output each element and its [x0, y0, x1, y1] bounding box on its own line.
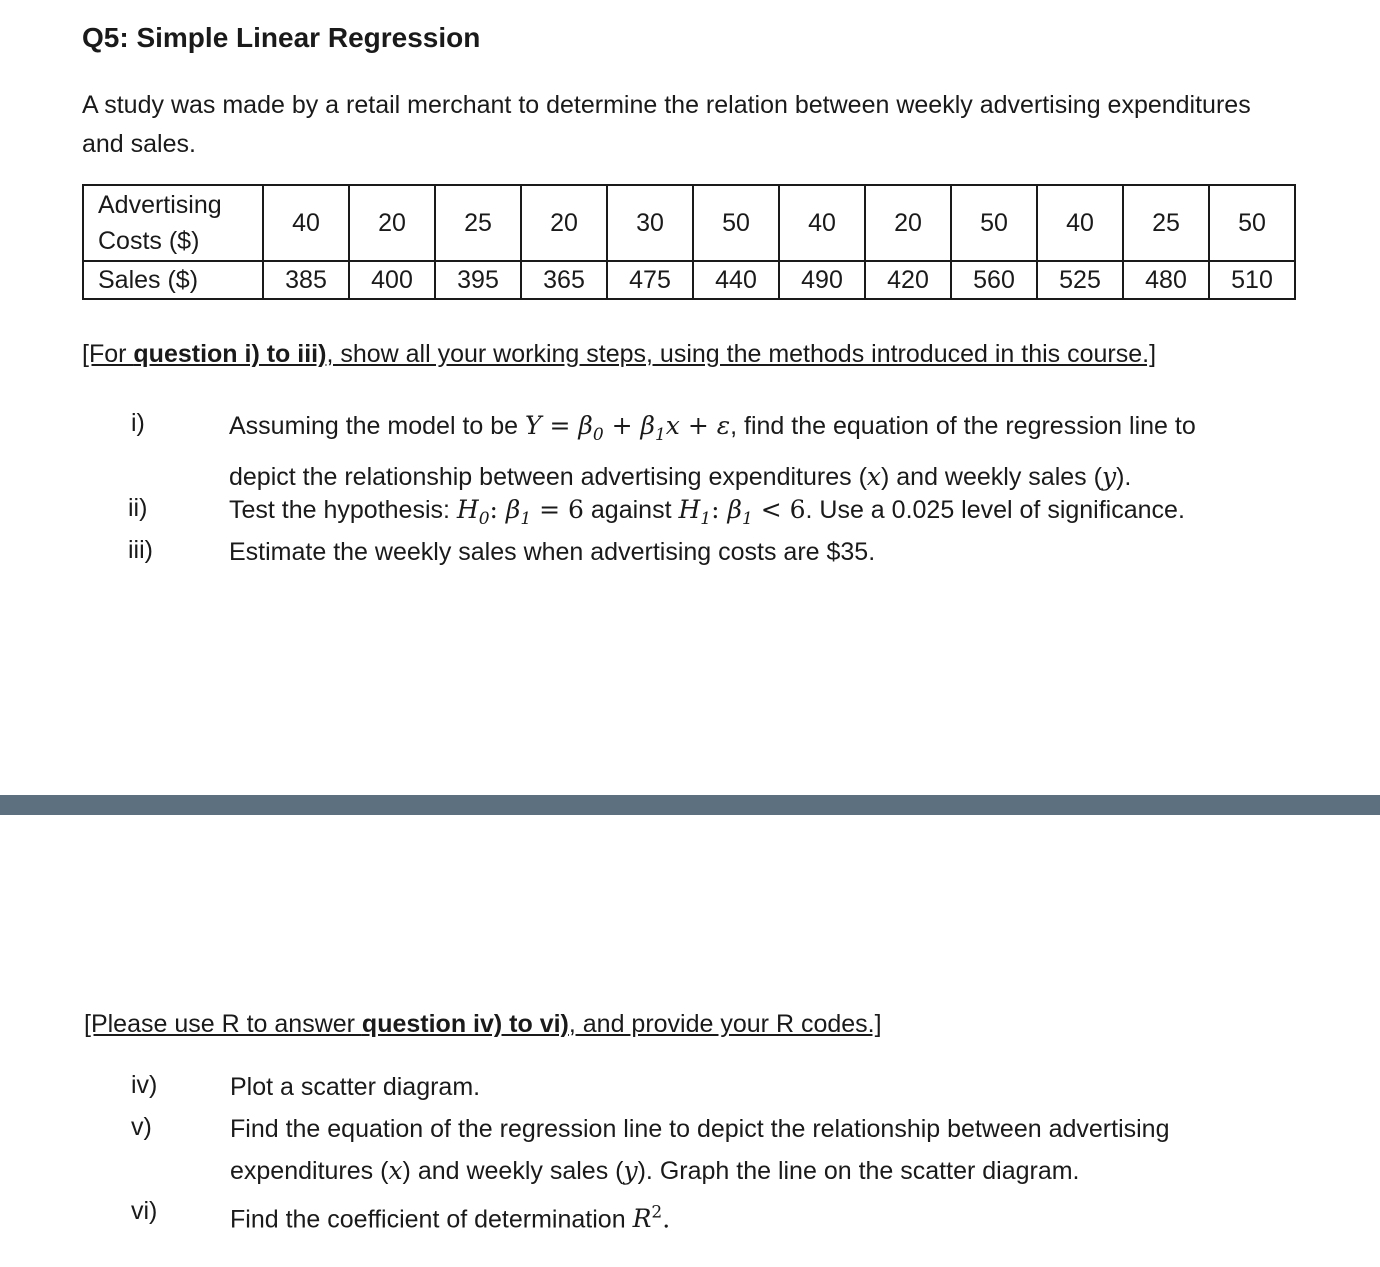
advertising-cell: 20 — [521, 185, 607, 261]
instruction-note-r — [84, 1010, 882, 1039]
advertising-label-line1: Advertising — [98, 191, 222, 219]
sales-cell: 475 — [607, 261, 693, 299]
question-v-text-c: ) and weekly sales ( — [402, 1157, 624, 1185]
advertising-cell: 50 — [951, 185, 1037, 261]
question-i-text-b: , find the equation of the regression line to — [730, 412, 1196, 440]
question-ii-text-c: . Use a 0.025 level of significance. — [805, 496, 1185, 524]
question-i-text-d: ) and weekly sales ( — [881, 463, 1102, 491]
var-x: x — [388, 1156, 403, 1185]
sales-cell: 525 — [1037, 261, 1123, 299]
sales-row — [83, 261, 1295, 299]
advertising-row-label — [83, 185, 263, 261]
sales-cell: 420 — [865, 261, 951, 299]
question-vi-text-a: Find the coefficient of determination — [230, 1205, 633, 1234]
section-divider — [0, 795, 1380, 815]
advertising-cell: 40 — [263, 185, 349, 261]
advertising-cell: 25 — [1123, 185, 1209, 261]
sales-cell: 480 — [1123, 261, 1209, 299]
question-vi-text: Find the coefficient of determination $R^2$. — [230, 1203, 671, 1234]
advertising-cell: 40 — [1037, 185, 1123, 261]
sales-cell: 385 — [263, 261, 349, 299]
sales-cell: 490 — [779, 261, 865, 299]
intro-paragraph: A study was made by a retail merchant to determine the relation between weekly advertising expenditures and sales. — [82, 91, 1251, 158]
sales-cell: 365 — [521, 261, 607, 299]
note2-post: , and provide your R codes.] — [568, 1010, 882, 1038]
sales-row-label: Sales ($) — [83, 261, 263, 299]
question-ii-text-b: against — [583, 496, 679, 524]
question-v-text-a: Find the equation of the regression line to depict the relationship between advertising — [230, 1115, 1170, 1143]
r-squared: $R^2$ — [632, 1203, 663, 1234]
question-v-text-b: expenditures ( — [230, 1157, 389, 1185]
question-v-label: v) — [131, 1113, 152, 1141]
question-i-text — [229, 405, 1329, 498]
model-equation: $Y = \beta_0 + \beta_1x + \varepsilon$ — [525, 411, 731, 445]
advertising-cell: 50 — [693, 185, 779, 261]
advertising-cell: 25 — [435, 185, 521, 261]
question-iv-text: Plot a scatter diagram. — [230, 1073, 481, 1101]
var-y: y — [623, 1156, 638, 1185]
null-hypothesis: $H_0$: $\beta_1 = 6$ — [456, 495, 584, 529]
question-ii-label: ii) — [128, 494, 148, 522]
data-table — [82, 184, 1296, 300]
sales-cell: 395 — [435, 261, 521, 299]
question-iii-label: iii) — [128, 536, 153, 564]
question-i-text-e: ). — [1116, 463, 1132, 491]
question-i-text-c: depict the relationship between advertising expenditures ( — [229, 463, 867, 491]
question-v-text — [230, 1108, 1170, 1192]
advertising-label-line2: Costs ($) — [98, 227, 200, 255]
note2-pre: [Please use R to answer — [84, 1010, 362, 1038]
instruction-note-manual — [82, 340, 1156, 369]
sales-cell: 510 — [1209, 261, 1295, 299]
sales-cell: 400 — [349, 261, 435, 299]
var-y: y — [1101, 462, 1117, 491]
sales-cell: 560 — [951, 261, 1037, 299]
advertising-row — [83, 185, 1295, 261]
note1-bold: question i) to iii) — [133, 340, 327, 368]
note1-pre: [For — [82, 340, 134, 368]
advertising-cell: 30 — [607, 185, 693, 261]
advertising-cell: 20 — [865, 185, 951, 261]
sales-cell: 440 — [693, 261, 779, 299]
question-vi-label: vi) — [131, 1197, 158, 1225]
question-i-text-a: Assuming the model to be — [229, 412, 525, 440]
note2-bold: question iv) to vi) — [361, 1010, 569, 1038]
question-i-label: i) — [131, 409, 145, 437]
advertising-cell: 50 — [1209, 185, 1295, 261]
alt-hypothesis: $H_1$: $\beta_1 < 6$ — [678, 495, 806, 529]
question-iii-text: Estimate the weekly sales when advertising costs are $35. — [229, 538, 876, 566]
advertising-cell: 40 — [779, 185, 865, 261]
var-x: x — [866, 462, 881, 491]
question-ii-text-a: Test the hypothesis: — [229, 496, 457, 524]
question-v-text-d: ). Graph the line on the scatter diagram. — [637, 1157, 1080, 1185]
question-title: Q5: Simple Linear Regression — [82, 22, 481, 53]
note1-post: , show all your working steps, using the methods introduced in this course.] — [326, 340, 1157, 368]
advertising-cell: 20 — [349, 185, 435, 261]
question-iv-label: iv) — [131, 1071, 158, 1099]
